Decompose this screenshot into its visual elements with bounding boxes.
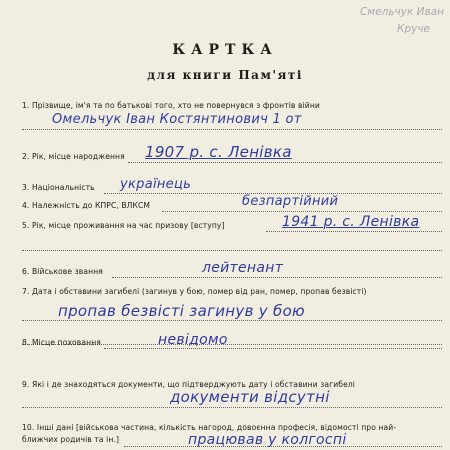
field-2-value: 1907 р. с. Ленівка [145, 143, 292, 161]
field-1-label: 1. Прізвище, ім'я та по батькові того, хто не повернувся з фронтів війни [22, 101, 320, 110]
field-4-value: безпартійний [242, 194, 339, 209]
field-3-label: 3. Національність [22, 183, 95, 192]
field-9-line [22, 407, 442, 408]
field-6-line [112, 277, 442, 278]
field-2-label: 2. Рік, місце народження [22, 152, 125, 161]
field-7-value: пропав безвісті загинув у бою [58, 302, 305, 320]
field-10-label: 10. Інші дані [військова частина, кількість нагород, довоєнна професія, відомості про най- [22, 423, 397, 432]
field-1-line [22, 129, 442, 130]
field-8-label: 8. Місце поховання [22, 338, 101, 347]
field-5-value: 1941 р. с. Ленівка [282, 214, 420, 230]
field-5-label: 5. Рік, місце проживання на час призову [вступу] [22, 221, 225, 230]
field-4-label: 4. Належність до КПРС, ВЛКСМ [22, 201, 151, 210]
field-7-label: 7. Дата і обставини загибелі (загинув у бою, помер від ран, помер, пропав безвісті) [22, 287, 367, 296]
field-1-value: Омельчук Іван Костянтинович 1 от [52, 112, 302, 127]
field-9-value: документи відсутні [170, 388, 330, 406]
corner-note-line-2: Круче [397, 23, 430, 35]
field-4-line [162, 211, 442, 212]
field-2-line [128, 162, 442, 163]
corner-pencil-note [314, 4, 444, 38]
field-5-line-2 [22, 250, 442, 251]
field-3-value: українець [120, 177, 192, 192]
field-8-line [104, 348, 442, 349]
field-6-value: лейтенант [202, 260, 284, 276]
card-subtitle: для книги Пам'яті [147, 68, 303, 82]
field-8-value: невідомо [158, 332, 228, 348]
field-7-line [22, 320, 442, 321]
field-6-label: 6. Військове звання [22, 267, 103, 276]
corner-note-line-1: Смельчук Иван [359, 6, 444, 18]
field-10-value: працював у колгоспі [188, 432, 347, 448]
field-9-label: 9. Які і де знаходяться документи, що підтверджують дату і обставини загибелі [22, 380, 356, 389]
card-title: КАРТКА [172, 42, 278, 58]
field-10-label-continued: ближчих родичів та ін.] [22, 435, 120, 444]
field-5-line [266, 231, 442, 232]
